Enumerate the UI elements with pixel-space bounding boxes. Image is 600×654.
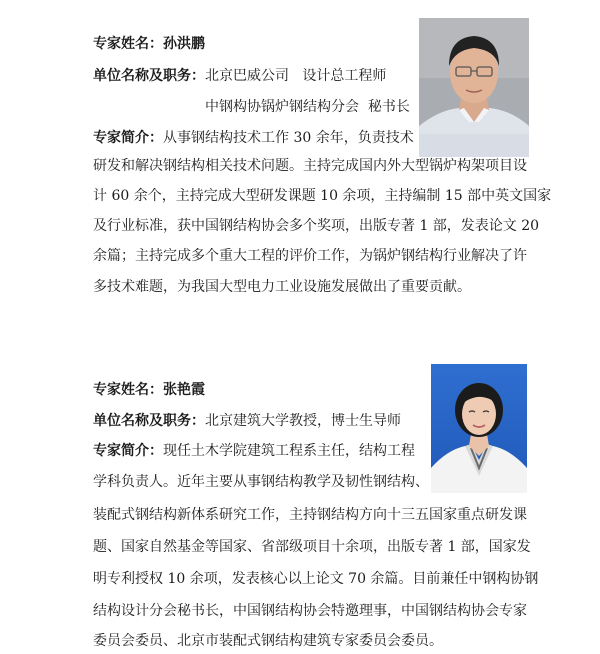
bio-line: 现任土木学院建筑工程系主任，结构工程 [163,443,415,459]
bio-line: 从事钢结构技术工作 30 余年，负责技术 [163,130,414,146]
expert-2-name-row [93,380,205,400]
expert-1-bio-row [93,128,414,148]
expert-2-unit-row [93,411,401,431]
expert-1-unit-row [93,66,386,86]
bio-label: 专家简介： [93,130,163,146]
expert-name: 张艳霞 [163,382,205,398]
bio-line: 研发和解决钢结构相关技术问题。主持完成国内外大型锅炉构架项目设 [93,158,527,174]
expert-name: 孙洪鹏 [163,36,205,52]
bio-label: 专家简介： [93,443,163,459]
bio-line: 委员会委员、北京市装配式钢结构建筑专家委员会委员。 [93,633,443,649]
expert-1-photo [419,18,529,157]
name-label: 专家姓名： [93,36,163,52]
bio-line: 题、国家自然基金等国家、省部级项目十余项，出版专著 1 部，国家发 [93,539,531,555]
expert-2-bio-row [93,441,415,461]
name-label: 专家姓名： [93,382,163,398]
expert-1-unit-row-2: 中钢构协锅炉钢结构分会 秘书长 [205,99,410,115]
bio-line: 及行业标准，获中国钢结构协会多个奖项，出版专著 1 部，发表论文 20 [93,218,540,234]
bio-line: 结构设计分会秘书长，中国钢结构协会特邀理事，中国钢结构协会专家 [93,603,527,619]
unit-value: 北京巴威公司 设计总工程师 [205,68,387,84]
bio-line: 余篇；主持完成多个重大工程的评价工作，为锅炉钢结构行业解决了许 [93,248,527,264]
bio-line: 计 60 余个，主持完成大型研发课题 10 余项，主持编制 15 部中英文国家 [93,188,552,204]
bio-line: 学科负责人。近年主要从事钢结构教学及韧性钢结构、 [93,474,429,490]
bio-line: 明专利授权 10 余项，发表核心以上论文 70 余篇。目前兼任中钢构协钢 [93,571,539,587]
unit-value: 北京建筑大学教授，博士生导师 [205,413,401,429]
bio-line: 多技术难题，为我国大型电力工业设施发展做出了重要贡献。 [93,279,471,295]
unit-label: 单位名称及职务： [93,68,205,84]
expert-2-photo [431,364,527,493]
bio-line: 装配式钢结构新体系研究工作，主持钢结构方向十三五国家重点研发课 [93,507,527,523]
unit-label: 单位名称及职务： [93,413,205,429]
expert-1-name-row [93,34,205,54]
